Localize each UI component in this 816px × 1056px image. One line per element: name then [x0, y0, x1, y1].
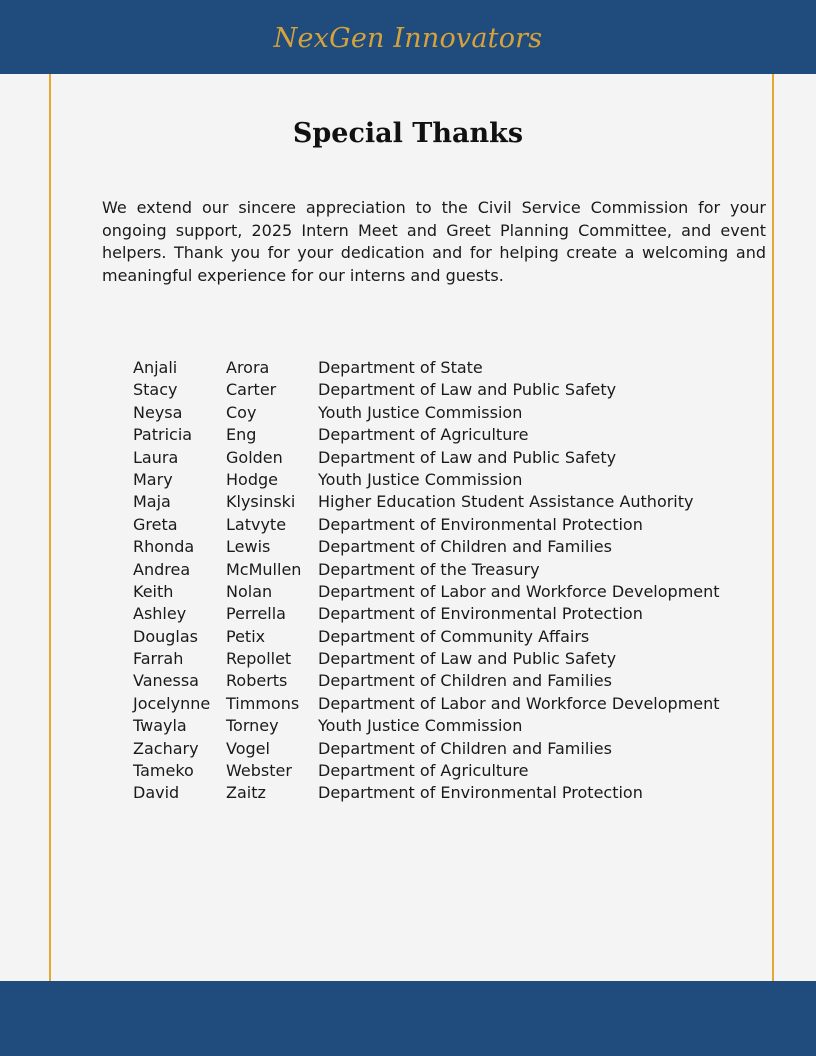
right-border-line — [772, 74, 774, 981]
first-name: Tameko — [133, 761, 194, 781]
thanks-list — [133, 357, 753, 805]
first-name: Mary — [133, 469, 173, 489]
last-name: Webster — [226, 761, 292, 781]
thanks-row — [133, 559, 753, 581]
department-name: Department of Labor and Workforce Development — [318, 581, 720, 601]
org-name: NexGen Innovators — [273, 23, 543, 54]
thanks-row — [133, 581, 753, 603]
department-name: Higher Education Student Assistance Authority — [318, 492, 694, 512]
thanks-row — [133, 447, 753, 469]
last-name: Torney — [226, 716, 279, 736]
department-name: Department of Environmental Protection — [318, 783, 643, 803]
first-name: Ashley — [133, 604, 187, 624]
department-name: Youth Justice Commission — [318, 716, 523, 736]
thanks-row — [133, 738, 753, 760]
department-name: Department of Law and Public Safety — [318, 649, 617, 669]
department-name: Department of State — [318, 358, 483, 377]
page-title: Special Thanks — [292, 118, 524, 149]
department-name: Department of Law and Public Safety — [318, 447, 617, 467]
department-name: Department of Environmental Protection — [318, 514, 643, 534]
last-name: Golden — [226, 447, 283, 467]
thanks-row — [133, 402, 753, 424]
department-name: Youth Justice Commission — [318, 402, 523, 422]
last-name: Timmons — [226, 693, 300, 713]
department-name: Department of Community Affairs — [318, 626, 590, 646]
first-name: Stacy — [133, 380, 178, 400]
department-name: Department of Children and Families — [318, 738, 612, 758]
last-name: Vogel — [226, 738, 270, 758]
thanks-row — [133, 648, 753, 670]
last-name: Hodge — [226, 469, 278, 489]
first-name: Anjali — [133, 358, 178, 377]
last-name: Latvyte — [226, 514, 287, 534]
department-name: Department of Labor and Workforce Development — [318, 693, 720, 713]
last-name: Arora — [226, 358, 270, 377]
thanks-row — [133, 626, 753, 648]
first-name: Neysa — [133, 402, 183, 422]
first-name: Twayla — [133, 716, 187, 736]
thanks-row — [133, 514, 753, 536]
thanks-row — [133, 782, 753, 804]
first-name: Greta — [133, 514, 178, 534]
thanks-row — [133, 670, 753, 692]
thanks-row — [133, 760, 753, 782]
first-name: Patricia — [133, 425, 193, 445]
last-name: Nolan — [226, 581, 273, 601]
department-name: Department of Law and Public Safety — [318, 380, 617, 400]
thanks-row — [133, 491, 753, 513]
first-name: Vanessa — [133, 671, 199, 691]
thanks-row — [133, 693, 753, 715]
last-name: Coy — [226, 402, 257, 422]
last-name: Eng — [226, 425, 257, 445]
thanks-row — [133, 715, 753, 737]
department-name: Department of Children and Families — [318, 537, 612, 557]
first-name: Zachary — [133, 738, 199, 758]
thanks-row — [133, 357, 753, 379]
thanks-row — [133, 379, 753, 401]
footer-banner — [0, 981, 816, 1056]
last-name: Carter — [226, 380, 277, 400]
last-name: Perrella — [226, 604, 286, 624]
last-name: Lewis — [226, 537, 271, 557]
last-name: Klysinski — [226, 492, 296, 512]
intro-paragraph: We extend our sincere appreciation to the Civil Service Commission for your ongoing support, 2025 Intern Meet and Greet Planning Committee, and event helpers. Thank you for your dedication and for helping create a welcoming and meaningful experience for our interns and guests. — [102, 198, 766, 285]
first-name: Andrea — [133, 559, 191, 579]
first-name: David — [133, 783, 180, 803]
department-name: Department of Environmental Protection — [318, 604, 643, 624]
department-name: Department of Agriculture — [318, 761, 529, 781]
first-name: Farrah — [133, 649, 184, 669]
thanks-row — [133, 424, 753, 446]
department-name: Department of Agriculture — [318, 425, 529, 445]
first-name: Maja — [133, 492, 171, 512]
department-name: Department of the Treasury — [318, 559, 540, 579]
last-name: Petix — [226, 626, 266, 646]
last-name: McMullen — [226, 559, 302, 579]
first-name: Laura — [133, 447, 179, 467]
first-name: Rhonda — [133, 537, 195, 557]
last-name: Roberts — [226, 671, 288, 691]
thanks-row — [133, 603, 753, 625]
department-name: Department of Children and Families — [318, 671, 612, 691]
last-name: Zaitz — [226, 783, 266, 803]
header-banner — [0, 0, 816, 74]
left-border-line — [49, 74, 51, 981]
first-name: Keith — [133, 581, 174, 601]
first-name: Jocelynne — [133, 693, 211, 713]
first-name: Douglas — [133, 626, 198, 646]
last-name: Repollet — [226, 649, 292, 669]
thanks-row — [133, 469, 753, 491]
department-name: Youth Justice Commission — [318, 469, 523, 489]
thanks-row — [133, 536, 753, 558]
